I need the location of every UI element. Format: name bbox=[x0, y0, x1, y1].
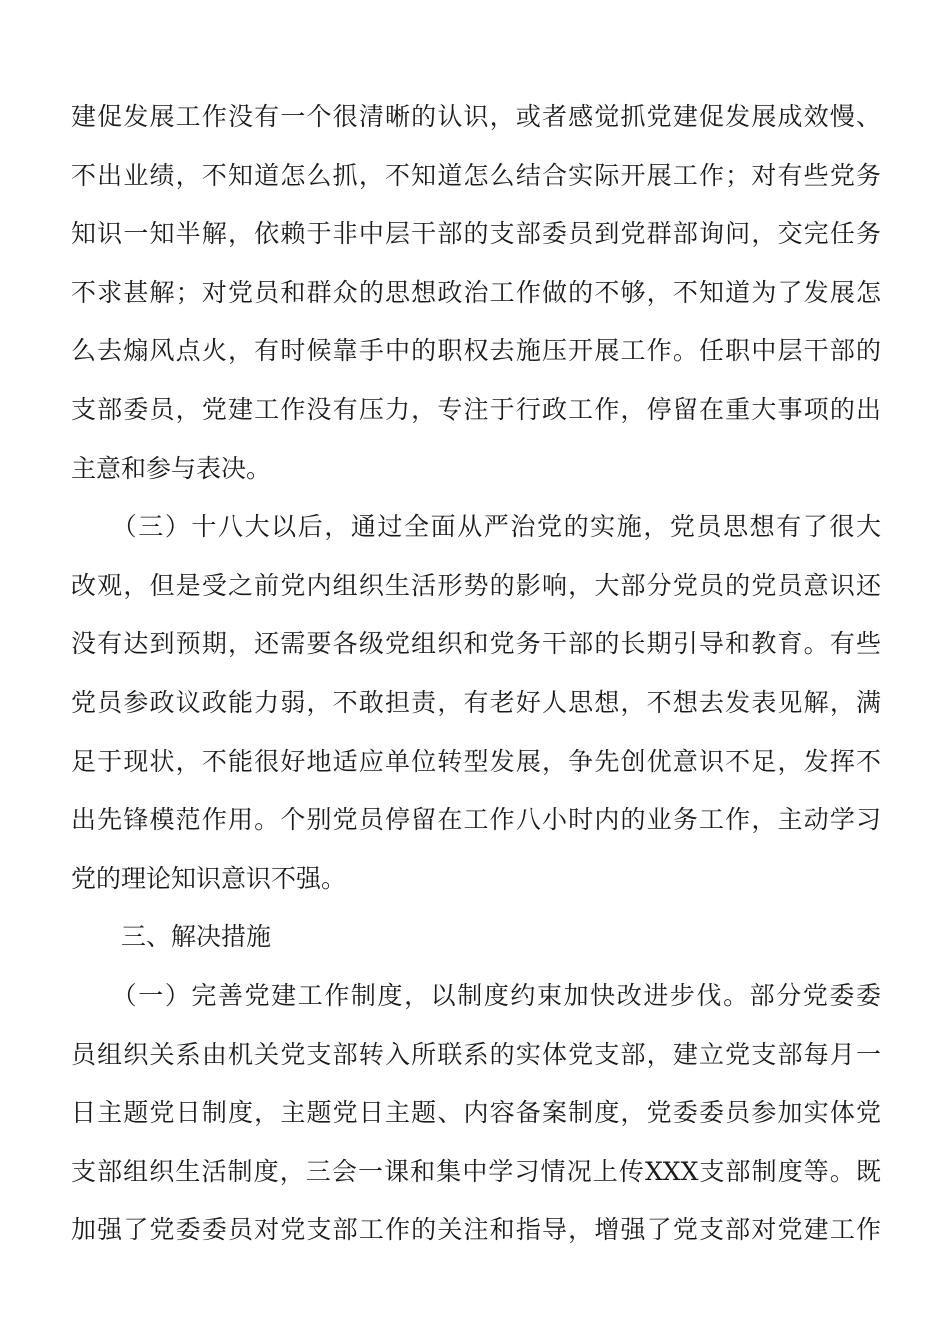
text-line: 没有达到预期，还需要各级党组织和党务干部的长期引导和教育。有些 bbox=[71, 629, 881, 659]
paragraph-start-line: （三）十八大以后，通过全面从严治党的实施，党员思想有了很大 bbox=[71, 512, 881, 542]
text-line: 足于现状，不能很好地适应单位转型发展，争先创优意识不足，发挥不 bbox=[71, 746, 881, 776]
text-line: 支部组织生活制度，三会一课和集中学习情况上传XXX支部制度等。既 bbox=[71, 1156, 881, 1186]
text-line: 支部委员，党建工作没有压力，专注于行政工作，停留在重大事项的出 bbox=[71, 394, 881, 424]
text-line: 加强了党委委员对党支部工作的关注和指导，增强了党支部对党建工作 bbox=[71, 1215, 881, 1245]
text-line: 不出业绩，不知道怎么抓，不知道怎么结合实际开展工作；对有些党务 bbox=[71, 160, 881, 190]
paragraph-end-line: 主意和参与表决。 bbox=[71, 453, 272, 483]
section-heading: 三、解决措施 bbox=[71, 922, 272, 952]
paragraph-start-line: （一）完善党建工作制度，以制度约束加快改进步伐。部分党委委 bbox=[71, 980, 881, 1010]
text-line: 不求甚解；对党员和群众的思想政治工作做的不够，不知道为了发展怎 bbox=[71, 277, 881, 307]
document-page bbox=[71, 88, 881, 1260]
text-line: 么去煽风点火，有时候靠手中的职权去施压开展工作。任职中层干部的 bbox=[71, 336, 881, 366]
text-line: 知识一知半解，依赖于非中层干部的支部委员到党群部询问，交完任务 bbox=[71, 219, 881, 249]
text-line: 党员参政议政能力弱，不敢担责，有老好人思想，不想去发表见解，满 bbox=[71, 687, 881, 717]
text-line: 出先锋模范作用。个别党员停留在工作八小时内的业务工作，主动学习 bbox=[71, 805, 881, 835]
text-line: 员组织关系由机关党支部转入所联系的实体党支部，建立党支部每月一 bbox=[71, 1039, 881, 1069]
text-line: 建促发展工作没有一个很清晰的认识，或者感觉抓党建促发展成效慢、 bbox=[71, 102, 881, 131]
text-line: 改观，但是受之前党内组织生活形势的影响，大部分党员的党员意识还 bbox=[71, 570, 881, 600]
text-line: 日主题党日制度，主题党日主题、内容备案制度，党委委员参加实体党 bbox=[71, 1098, 881, 1128]
paragraph-end-line: 党的理论知识意识不强。 bbox=[71, 863, 347, 893]
